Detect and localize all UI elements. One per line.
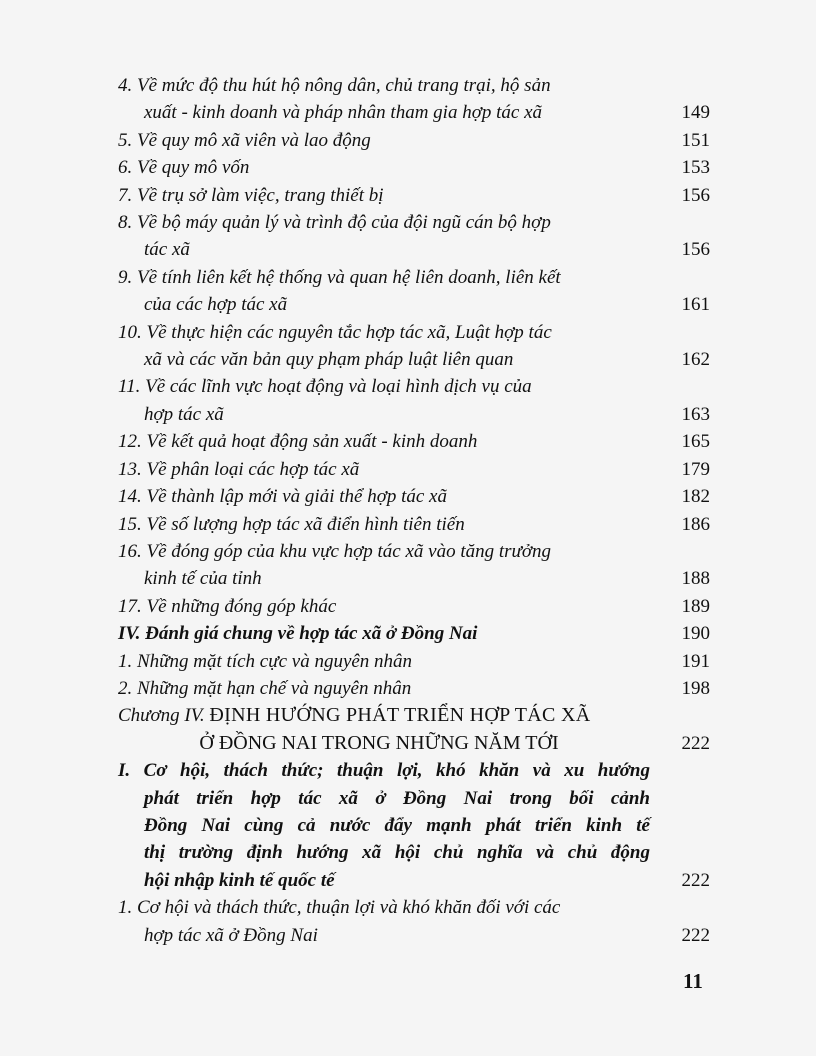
toc-entry-text: 7. Về trụ sở làm việc, trang thiết bị <box>118 184 384 206</box>
toc-page-number: 189 <box>681 595 710 617</box>
table-of-contents <box>118 72 710 949</box>
chapter-title: ĐỊNH HƯỚNG PHÁT TRIỂN HỢP TÁC XÃ <box>209 704 591 727</box>
toc-page-number: 161 <box>681 294 710 316</box>
toc-entry <box>118 182 710 209</box>
toc-page-number: 182 <box>681 486 710 508</box>
toc-page-number: 186 <box>681 513 710 535</box>
toc-entry-text: Đồng Nai cùng cả nước đẩy mạnh phát triển kinh tế <box>144 814 650 836</box>
toc-entry-text: thị trường định hướng xã hội chủ nghĩa và chủ động <box>144 842 650 864</box>
toc-entry <box>118 428 710 455</box>
toc-page-number: 151 <box>681 129 710 151</box>
toc-entry-text: xuất - kinh doanh và pháp nhân tham gia hợp tác xã <box>144 102 542 124</box>
toc-entry <box>118 72 710 127</box>
toc-entry <box>118 264 710 319</box>
toc-entry-text: 15. Về số lượng hợp tác xã điển hình tiên tiến <box>118 513 465 535</box>
chapter-prefix: Chương IV. <box>118 705 205 727</box>
toc-page-number: 179 <box>681 458 710 480</box>
toc-entry-text: xã và các văn bản quy phạm pháp luật liên quan <box>144 349 514 371</box>
toc-entry-text: 13. Về phân loại các hợp tác xã <box>118 458 360 480</box>
toc-page-number: 153 <box>681 157 710 179</box>
toc-entry <box>118 511 710 538</box>
toc-page-number: 222 <box>681 924 710 946</box>
toc-entry-text: 9. Về tính liên kết hệ thống và quan hệ liên doanh, liên kết <box>118 266 561 288</box>
toc-entry-text: của các hợp tác xã <box>144 294 288 316</box>
toc-entry-text: phát triển hợp tác xã ở Đồng Nai trong bối cảnh <box>144 787 650 809</box>
toc-entry-text: 1. Cơ hội và thách thức, thuận lợi và khó khăn đối với các <box>118 897 561 919</box>
toc-page-number: 222 <box>681 732 710 754</box>
toc-entry <box>118 538 710 593</box>
toc-page-number: 156 <box>681 239 710 261</box>
toc-entry-text: 16. Về đóng góp của khu vực hợp tác xã vào tăng trưởng <box>118 540 552 562</box>
toc-entry <box>118 483 710 510</box>
chapter-title-continued: Ở ĐỒNG NAI TRONG NHỮNG NĂM TỚI <box>199 731 559 754</box>
toc-entry <box>118 593 710 620</box>
toc-entry <box>118 373 710 428</box>
toc-entry-text: 11. Về các lĩnh vực hoạt động và loại hình dịch vụ của <box>118 376 532 398</box>
toc-page-number: 165 <box>681 431 710 453</box>
toc-entry <box>118 319 710 374</box>
toc-page-number: 162 <box>681 349 710 371</box>
toc-entry-text: I. Cơ hội, thách thức; thuận lợi, khó khăn và xu hướng <box>118 760 650 782</box>
toc-page-number: 198 <box>681 677 710 699</box>
toc-page-number: 156 <box>681 184 710 206</box>
toc-entry <box>118 154 710 181</box>
toc-entry-text: 1. Những mặt tích cực và nguyên nhân <box>118 650 413 672</box>
toc-page-number: 191 <box>681 650 710 672</box>
page-number: 11 <box>683 969 703 993</box>
toc-entry-text: 4. Về mức độ thu hút hộ nông dân, chủ trang trại, hộ sản <box>118 75 551 96</box>
toc-page-number: 149 <box>681 102 710 124</box>
toc-section-heading <box>118 757 710 894</box>
toc-page-number: 222 <box>681 869 710 891</box>
toc-entry-text: 2. Những mặt hạn chế và nguyên nhân <box>118 677 412 699</box>
toc-entry-text: 17. Về những đóng góp khác <box>118 595 337 617</box>
toc-entry <box>118 456 710 483</box>
toc-entry <box>118 209 710 264</box>
toc-entry-text: IV. Đánh giá chung về hợp tác xã ở Đồng Nai <box>118 623 478 645</box>
toc-entry-text: 10. Về thực hiện các nguyên tắc hợp tác xã, Luật hợp tác <box>118 321 552 343</box>
toc-entry-text: 12. Về kết quả hoạt động sản xuất - kinh doanh <box>118 431 478 453</box>
toc-entry-text: 5. Về quy mô xã viên và lao động <box>118 129 371 151</box>
toc-entry-text: hợp tác xã ở Đồng Nai <box>144 924 318 946</box>
toc-page-number: 190 <box>681 623 710 645</box>
toc-entry-text: hợp tác xã <box>144 403 224 425</box>
toc-chapter-heading <box>118 702 710 757</box>
toc-entry-text: 6. Về quy mô vốn <box>118 157 250 179</box>
toc-page-number: 163 <box>681 403 710 425</box>
toc-entry <box>118 675 710 702</box>
toc-page-number: 188 <box>681 568 710 590</box>
toc-entry <box>118 894 710 949</box>
toc-entry-text: 14. Về thành lập mới và giải thể hợp tác xã <box>118 486 447 508</box>
toc-section-heading <box>118 620 710 647</box>
toc-entry <box>118 648 710 675</box>
toc-entry-text: hội nhập kinh tế quốc tế <box>144 869 335 891</box>
toc-entry <box>118 127 710 154</box>
toc-entry-text: tác xã <box>144 239 190 261</box>
toc-entry-text: kinh tế của tỉnh <box>144 568 262 590</box>
toc-entry-text: 8. Về bộ máy quản lý và trình độ của đội ngũ cán bộ hợp <box>118 212 551 234</box>
